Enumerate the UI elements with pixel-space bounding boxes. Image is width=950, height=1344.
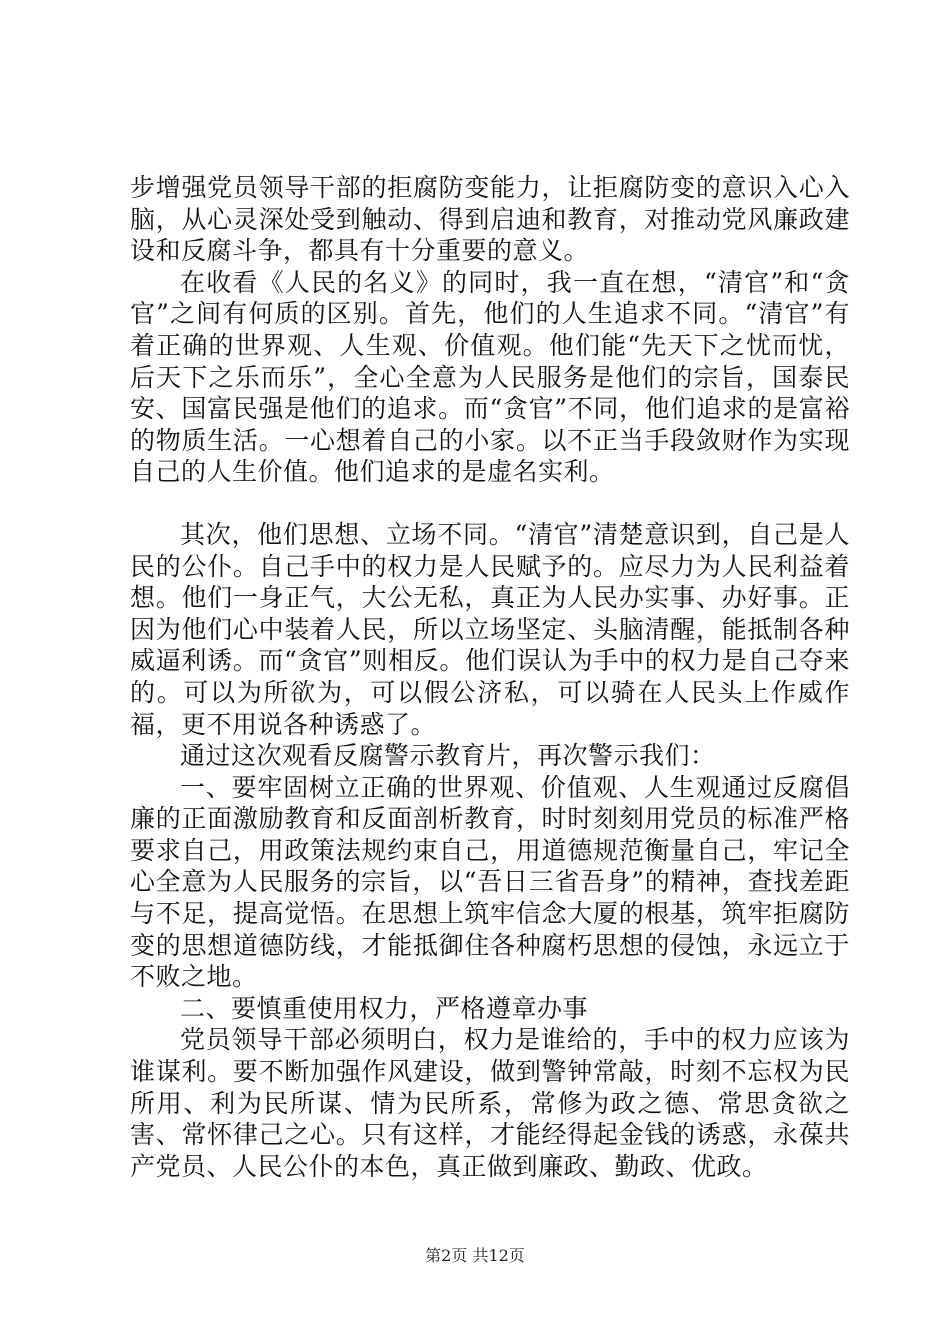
document-body [130,172,850,1182]
page-number-footer: 第2页 共12页 [425,1246,525,1265]
paragraph-continued: 步增强党员领导干部的拒腐防变能力，让拒腐防变的意识入心入脑，从心灵深处受到触动、得到启迪和教育，对推动党风廉政建设和反腐斗争，都具有十分重要的意义。 [130,173,850,266]
paragraph-point-two-body: 党员领导干部必须明白，权力是谁给的，手中的权力应该为谁谋利。要不断加强作风建设，做到警钟常敲，时刻不忘权为民所用、利为民所谋、情为民所系，常修为政之德、常思贪欲之害、常怀律己之心。只有这样，才能经得起金钱的诱惑，永葆共产党员、人民公仆的本色，真正做到廉政、勤政、优政。 [130,1025,850,1181]
paragraph-gap [130,488,850,519]
paragraph-point-two-heading: 二、要慎重使用权力，严格遵章办事 [180,993,589,1023]
paragraph-sixiang-lichang: 其次，他们思想、立场不同。“清官”清楚意识到，自己是人民的公仆。自己手中的权力是人民赋予的。应尽力为人民利益着想。他们一身正气，大公无私，真正为人民办实事、办好事。正因为他们心中装着人民，所以立场坚定、头脑清醒，能抵制各种威逼利诱。而“贪官”则相反。他们误认为手中的权力是自己夺来的。可以为所欲为，可以假公济私，可以骑在人民头上作威作福，更不用说各种诱惑了。 [130,519,850,739]
paragraph-jingshi-intro: 通过这次观看反腐警示教育片，再次警示我们： [180,741,716,771]
paragraph-point-one: 一、要牢固树立正确的世界观、价值观、人生观通过反腐倡廉的正面激励教育和反面剖析教育，时时刻刻用党员的标准严格要求自己，用政策法规约束自己，用道德规范衡量自己，牢记全心全意为人民服务的宗旨，以“吾日三省吾身”的精神，查找差距与不足，提高觉悟。在思想上筑牢信念大厦的根基，筑牢拒腐防变的思想道德防线，才能抵御住各种腐朽思想的侵蚀，永远立于不败之地。 [130,772,850,992]
paragraph-qingguan-tanguan: 在收看《人民的名义》的同时，我一直在想，“清官”和“贪官”之间有何质的区别。首先，他们的人生追求不同。“清官”有着正确的世界观、人生观、价值观。他们能“先天下之忧而忧，后天下之乐而乐”，全心全意为人民服务是他们的宗旨，国泰民安、国富民强是他们的追求。而“贪官”不同，他们追求的是富裕的物质生活。一心想着自己的小家。以不正当手段敛财作为实现自己的人生价值。他们追求的是虚名实利。 [130,267,850,487]
